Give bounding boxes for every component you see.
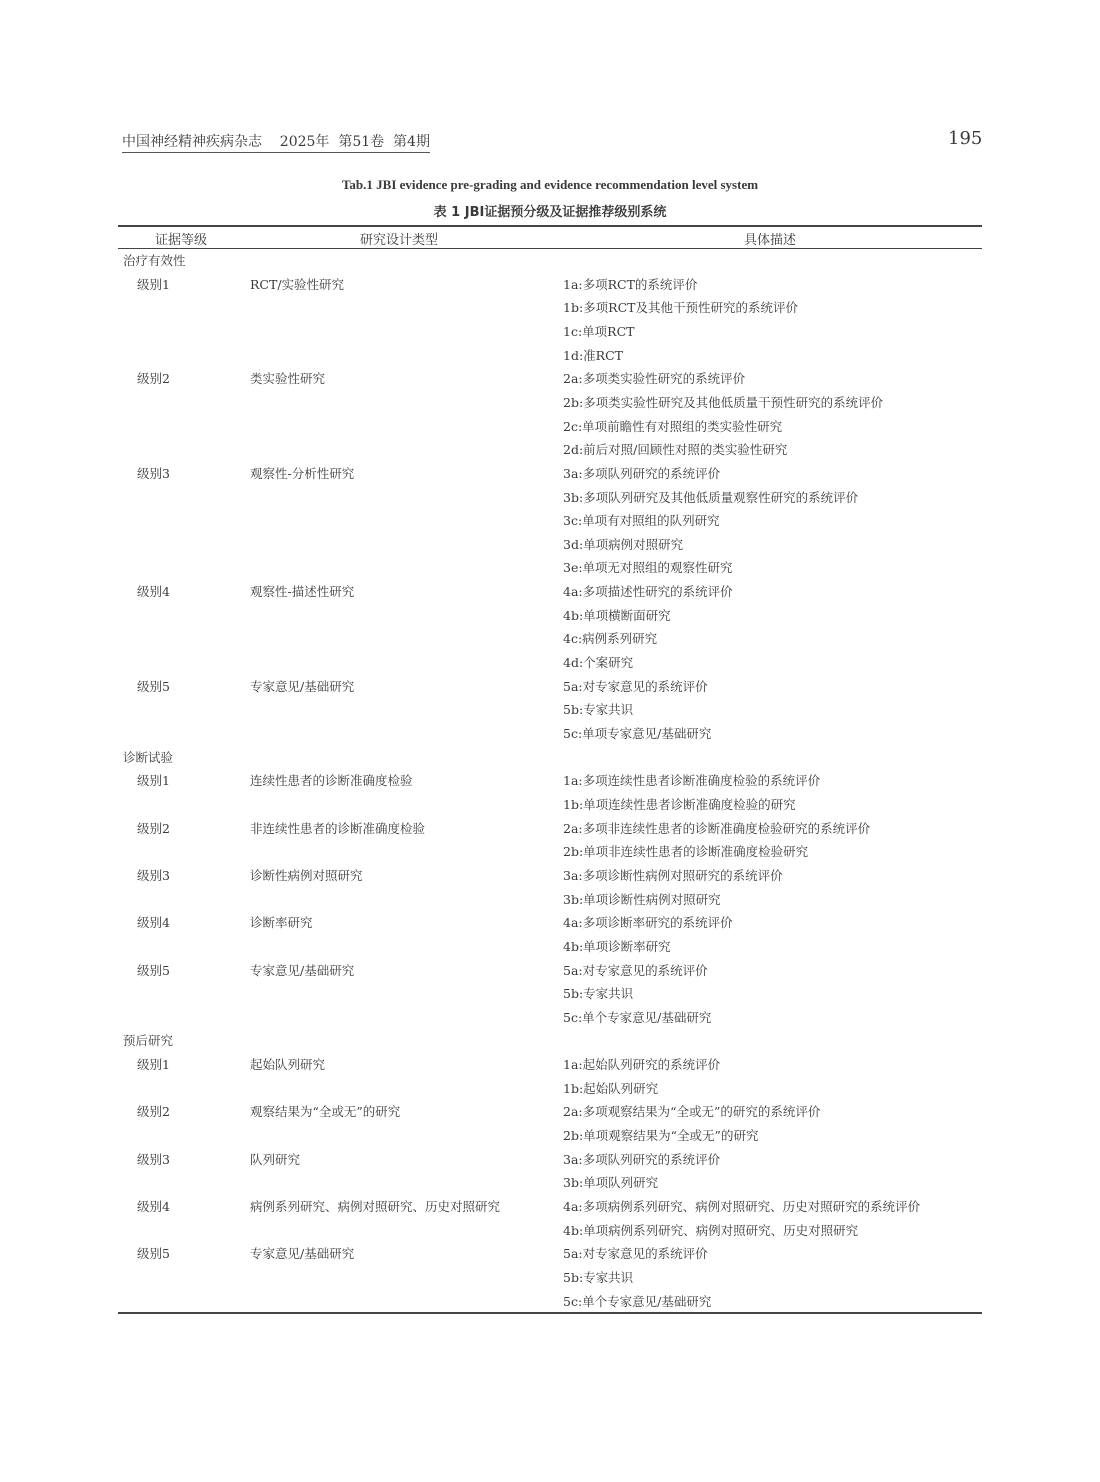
description: 3e:单项无对照组的观察性研究 xyxy=(563,560,733,576)
table-top-rule xyxy=(118,225,982,227)
table-row xyxy=(0,722,1100,746)
table-row xyxy=(0,344,1100,368)
table-row xyxy=(0,580,1100,604)
evidence-grade: 级别1 xyxy=(137,1057,170,1073)
study-design: 观察性-分析性研究 xyxy=(250,465,355,481)
description: 2c:单项前瞻性有对照组的类实验性研究 xyxy=(563,418,783,434)
description: 1b:多项RCT及其他干预性研究的系统评价 xyxy=(563,300,798,316)
section-title: 治疗有效性 xyxy=(123,253,186,268)
description: 3b:单项队列研究 xyxy=(563,1175,659,1191)
section-header-row xyxy=(0,746,1100,770)
description: 3a:多项诊断性病例对照研究的系统评价 xyxy=(563,867,783,883)
table-row xyxy=(0,1124,1100,1148)
evidence-grade: 级别4 xyxy=(137,1199,170,1214)
section-title: 诊断试验 xyxy=(123,749,174,765)
description: 2b:单项观察结果为“全或无”的研究 xyxy=(563,1128,759,1144)
table-row xyxy=(0,1266,1100,1290)
study-design: 连续性患者的诊断准确度检验 xyxy=(250,773,413,789)
evidence-grade: 级别1 xyxy=(137,773,170,789)
description: 2b:多项类实验性研究及其他低质量干预性研究的系统评价 xyxy=(563,394,884,410)
description: 1b:起始队列研究 xyxy=(563,1080,659,1096)
study-design: 病例系列研究、病例对照研究、历史对照研究 xyxy=(250,1199,501,1214)
table-row xyxy=(0,1195,1100,1219)
table-row xyxy=(0,1148,1100,1172)
evidence-grade: 级别1 xyxy=(137,276,170,292)
description: 1b:单项连续性患者诊断准确度检验的研究 xyxy=(563,796,796,812)
study-design: 非连续性患者的诊断准确度检验 xyxy=(250,820,426,836)
description: 2a:多项非连续性患者的诊断准确度检验研究的系统评价 xyxy=(563,820,871,836)
description: 5b:专家共识 xyxy=(563,986,634,1002)
table-row xyxy=(0,888,1100,912)
evidence-grade: 级别2 xyxy=(137,820,170,836)
table-row xyxy=(0,769,1100,793)
table-row xyxy=(0,675,1100,699)
table-caption-en: Tab.1 JBI evidence pre-grading and evidence recommendation level system xyxy=(341,177,759,192)
study-design: 诊断率研究 xyxy=(250,915,313,931)
description: 1a:多项连续性患者诊断准确度检验的系统评价 xyxy=(563,773,821,789)
table-row xyxy=(0,959,1100,983)
table-row xyxy=(0,509,1100,533)
description: 5b:专家共识 xyxy=(563,1269,634,1285)
table-row xyxy=(0,864,1100,888)
page-number: 195 xyxy=(948,128,983,149)
table-row xyxy=(0,296,1100,320)
description: 3a:多项队列研究的系统评价 xyxy=(563,465,721,481)
table-row xyxy=(0,320,1100,344)
column-header-grade: 证据等级 xyxy=(155,233,208,248)
evidence-grade: 级别5 xyxy=(137,678,170,694)
study-design: RCT/实验性研究 xyxy=(250,276,345,292)
table-row xyxy=(0,935,1100,959)
description: 4a:多项描述性研究的系统评价 xyxy=(563,584,733,600)
section-header-row xyxy=(0,249,1100,273)
section-header-row xyxy=(0,1029,1100,1053)
evidence-grade: 级别4 xyxy=(137,915,170,931)
evidence-grade: 级别2 xyxy=(137,1104,170,1120)
study-design: 专家意见/基础研究 xyxy=(250,962,355,978)
description: 4b:单项诊断率研究 xyxy=(563,938,671,954)
description: 4d:个案研究 xyxy=(563,655,634,671)
description: 3b:单项诊断性病例对照研究 xyxy=(563,891,721,907)
description: 1c:单项RCT xyxy=(563,323,635,339)
table-row xyxy=(0,604,1100,628)
description: 4b:单项横断面研究 xyxy=(563,607,671,623)
section-title: 预后研究 xyxy=(123,1033,174,1049)
table-row xyxy=(0,1100,1100,1124)
description: 5c:单个专家意见/基础研究 xyxy=(563,1009,712,1025)
evidence-grade: 级别3 xyxy=(137,1151,170,1167)
table-row xyxy=(0,415,1100,439)
description: 4a:多项诊断率研究的系统评价 xyxy=(563,915,733,931)
description: 2b:单项非连续性患者的诊断准确度检验研究 xyxy=(563,844,809,860)
table-row xyxy=(0,273,1100,297)
table-row xyxy=(0,1171,1100,1195)
table-row xyxy=(0,627,1100,651)
evidence-grade: 级别5 xyxy=(137,1246,170,1262)
study-design: 专家意见/基础研究 xyxy=(250,1246,355,1262)
column-header-description: 具体描述 xyxy=(744,233,797,248)
description: 2d:前后对照/回顾性对照的类实验性研究 xyxy=(563,442,788,458)
description: 5b:专家共识 xyxy=(563,702,634,718)
study-design: 类实验性研究 xyxy=(250,371,326,387)
table-row xyxy=(0,438,1100,462)
table-row xyxy=(0,698,1100,722)
description: 3a:多项队列研究的系统评价 xyxy=(563,1151,721,1167)
description: 1d:准RCT xyxy=(563,347,623,363)
table-row xyxy=(0,1077,1100,1101)
table-row xyxy=(0,793,1100,817)
description: 3b:多项队列研究及其他低质量观察性研究的系统评价 xyxy=(563,489,859,505)
description: 5a:对专家意见的系统评价 xyxy=(563,962,708,978)
table-caption-zh: 表 1 JBI证据预分级及证据推荐级别系统 xyxy=(433,205,667,220)
study-design: 起始队列研究 xyxy=(250,1057,326,1073)
table-row xyxy=(0,486,1100,510)
running-header: 中国神经精神疾病杂志 2025年 第51卷 第4期 xyxy=(122,131,430,153)
description: 2a:多项观察结果为“全或无”的研究的系统评价 xyxy=(563,1104,821,1120)
description: 5c:单项专家意见/基础研究 xyxy=(563,726,712,741)
description: 5c:单个专家意见/基础研究 xyxy=(563,1293,712,1309)
evidence-grade: 级别5 xyxy=(137,962,170,978)
description: 3d:单项病例对照研究 xyxy=(563,536,684,552)
description: 4c:病例系列研究 xyxy=(563,631,658,647)
table-row xyxy=(0,1290,1100,1314)
table-bottom-rule xyxy=(118,1312,982,1314)
evidence-grade: 级别3 xyxy=(137,465,170,481)
table-row xyxy=(0,1219,1100,1243)
description: 1a:多项RCT的系统评价 xyxy=(563,276,698,292)
table-row xyxy=(0,367,1100,391)
description: 2a:多项类实验性研究的系统评价 xyxy=(563,371,746,387)
description: 4b:单项病例系列研究、病例对照研究、历史对照研究 xyxy=(563,1222,859,1238)
evidence-grade: 级别2 xyxy=(137,371,170,387)
column-header-design: 研究设计类型 xyxy=(360,233,439,248)
study-design: 专家意见/基础研究 xyxy=(250,678,355,694)
description: 3c:单项有对照组的队列研究 xyxy=(563,513,720,529)
table-row xyxy=(0,817,1100,841)
table-row xyxy=(0,1006,1100,1030)
table-row xyxy=(0,982,1100,1006)
description: 5a:对专家意见的系统评价 xyxy=(563,1246,708,1262)
study-design: 观察性-描述性研究 xyxy=(250,584,355,600)
table-row xyxy=(0,1242,1100,1266)
description: 1a:起始队列研究的系统评价 xyxy=(563,1057,721,1073)
study-design: 诊断性病例对照研究 xyxy=(250,867,363,883)
study-design: 观察结果为“全或无”的研究 xyxy=(250,1104,401,1120)
table-row xyxy=(0,462,1100,486)
evidence-grade: 级别4 xyxy=(137,584,170,600)
evidence-grade: 级别3 xyxy=(137,867,170,883)
table-row xyxy=(0,556,1100,580)
table-row xyxy=(0,533,1100,557)
description: 4a:多项病例系列研究、病例对照研究、历史对照研究的系统评价 xyxy=(563,1199,921,1214)
table-row xyxy=(0,911,1100,935)
table-row xyxy=(0,840,1100,864)
table-row xyxy=(0,1053,1100,1077)
table-row xyxy=(0,391,1100,415)
table-row xyxy=(0,651,1100,675)
study-design: 队列研究 xyxy=(250,1151,301,1167)
description: 5a:对专家意见的系统评价 xyxy=(563,678,708,694)
